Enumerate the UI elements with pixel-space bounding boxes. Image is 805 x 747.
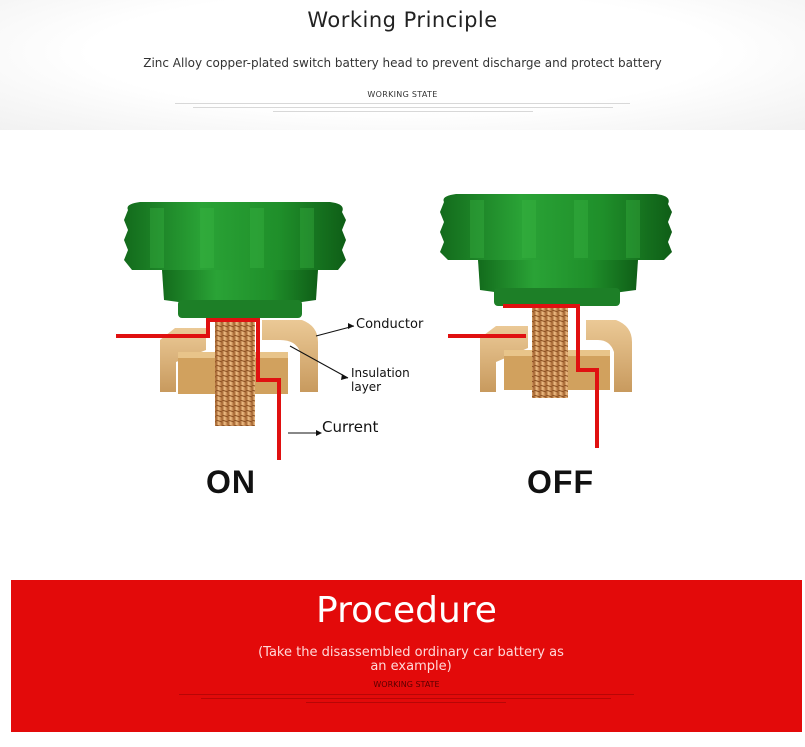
on-state-label: ON: [206, 464, 256, 500]
off-assembly: [440, 194, 672, 448]
page-title: Working Principle: [307, 8, 498, 32]
off-bolt: [532, 306, 568, 398]
off-state-label: OFF: [527, 464, 594, 500]
working-state-label: WORKING STATE: [367, 90, 438, 99]
diagram-svg: [0, 130, 805, 550]
procedure-subtitle: (Take the disassembled ordinary car battery as an example): [258, 645, 564, 674]
insulation-label-line1: Insulation: [351, 366, 410, 380]
current-label: Current: [322, 418, 379, 436]
insulation-label-line2: layer: [351, 380, 382, 394]
fine-print-block: [170, 103, 635, 121]
on-bolt: [215, 318, 255, 426]
conductor-label: Conductor: [356, 317, 424, 332]
page-subtitle: Zinc Alloy copper-plated switch battery head to prevent discharge and protect battery: [143, 56, 662, 70]
procedure-title: Procedure: [316, 590, 497, 631]
working-principle-diagram: [0, 130, 805, 550]
procedure-fine-print: [176, 694, 636, 706]
procedure-state-label: WORKING STATE: [373, 680, 440, 689]
on-assembly: [116, 202, 354, 460]
procedure-banner: [11, 580, 802, 732]
